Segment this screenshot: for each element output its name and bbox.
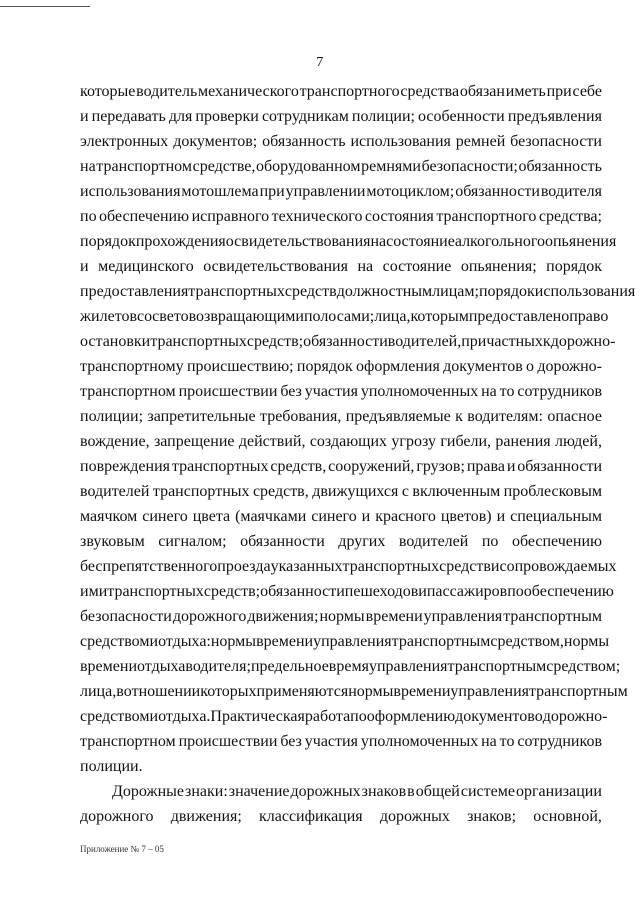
- word: дорожно-: [542, 708, 608, 725]
- word: значение: [228, 783, 290, 800]
- word: ими: [80, 583, 108, 600]
- word: по: [80, 208, 97, 225]
- word: на: [80, 158, 96, 175]
- word: то: [499, 733, 515, 750]
- word: со: [137, 308, 153, 325]
- word: полиции.: [80, 758, 143, 775]
- word: средств,: [270, 458, 327, 475]
- word: предоставлено: [468, 308, 570, 325]
- word: механического: [198, 83, 299, 100]
- word: происшествию;: [186, 358, 294, 375]
- word: опьянения: [544, 233, 617, 250]
- word: безопасности;: [421, 158, 518, 175]
- word: пешеходов: [344, 583, 419, 600]
- word: то: [499, 383, 515, 400]
- word: вождение,: [80, 433, 150, 450]
- word: маячком: [80, 508, 138, 525]
- word: документов: [443, 358, 523, 375]
- word: специальным: [510, 508, 602, 525]
- word: водителям:: [467, 408, 543, 425]
- word: должностным: [336, 283, 433, 300]
- word: ремнями: [361, 158, 421, 175]
- word: использования: [534, 283, 636, 300]
- word: прохождения: [135, 233, 226, 250]
- word: и: [80, 258, 89, 275]
- word: транспортным: [528, 683, 628, 700]
- text-line: [80, 179, 602, 204]
- word: порядок: [478, 283, 535, 300]
- word: оформлению: [366, 708, 456, 725]
- text-line: [80, 279, 636, 304]
- word: водителя;: [185, 658, 251, 675]
- word: системе: [460, 783, 515, 800]
- word: обязанность: [518, 158, 602, 175]
- word: времени: [80, 658, 138, 675]
- word: порядок: [546, 258, 602, 275]
- word: предельное: [250, 658, 329, 675]
- word: повреждения: [80, 458, 170, 475]
- word: дорожных: [290, 783, 361, 800]
- word: обязанности: [303, 333, 388, 350]
- word: грузов;: [416, 458, 465, 475]
- word: знаков: [361, 783, 407, 800]
- word: средства: [400, 83, 460, 100]
- word: без: [280, 733, 302, 750]
- word: остановки: [80, 333, 151, 350]
- word: пассажиров: [426, 583, 508, 600]
- word: организации: [515, 783, 602, 800]
- word: передавать: [91, 108, 166, 125]
- text-line: [80, 129, 602, 154]
- text-line: [80, 454, 602, 479]
- word: для: [168, 108, 193, 125]
- word: дорожно-: [550, 333, 616, 350]
- word: дорожно-: [537, 358, 602, 375]
- word: движения;: [247, 608, 319, 625]
- word: средством,: [490, 633, 564, 650]
- word: по: [507, 583, 524, 600]
- word: о: [526, 358, 535, 375]
- top-rule: [0, 6, 90, 7]
- word: право: [569, 308, 609, 325]
- text-line: [80, 204, 602, 229]
- word: водитель: [136, 83, 198, 100]
- word: состояние: [382, 258, 452, 275]
- word: транспортным: [503, 608, 602, 625]
- word: алкогольного: [454, 233, 545, 250]
- word: общей: [415, 783, 460, 800]
- word: средством;: [546, 658, 621, 675]
- word: порядок: [296, 358, 353, 375]
- word: с: [401, 483, 409, 500]
- word: обеспечению: [511, 533, 602, 550]
- word: порядок: [80, 233, 136, 250]
- word: обеспечению: [99, 208, 190, 225]
- word: цветов): [440, 508, 492, 525]
- word: сотрудников: [517, 383, 602, 400]
- word: транспортных: [188, 283, 285, 300]
- word: использования: [350, 133, 451, 150]
- word: времени: [393, 683, 451, 700]
- text-line: [80, 104, 602, 129]
- word: транспортным: [391, 633, 491, 650]
- word: сигналом;: [158, 533, 227, 550]
- word: синего: [142, 508, 188, 525]
- word: и: [361, 508, 371, 525]
- word: водителей: [398, 533, 469, 550]
- word: транспортном: [80, 383, 176, 400]
- word: указанных: [270, 558, 343, 575]
- word: ранения: [495, 433, 551, 450]
- word: использования: [80, 183, 181, 200]
- word: транспортного: [436, 208, 537, 225]
- word: при: [546, 83, 572, 100]
- word: к: [455, 408, 463, 425]
- word: уполномоченных: [360, 733, 479, 750]
- word: которым: [410, 308, 469, 325]
- text-line: [80, 604, 602, 629]
- word: транспортному: [80, 358, 184, 375]
- word: транспортного: [299, 83, 400, 100]
- word: предъявляемые: [345, 408, 451, 425]
- word: оформления: [356, 358, 440, 375]
- word: проезда: [217, 558, 271, 575]
- word: проверки: [195, 108, 259, 125]
- text-line: [80, 504, 602, 529]
- word: движущихся: [312, 483, 399, 500]
- word: обязанности: [240, 533, 325, 550]
- word: при: [259, 183, 285, 200]
- word: управления: [368, 658, 448, 675]
- word: документов;: [173, 133, 258, 150]
- word: отдыха: [137, 658, 186, 675]
- word: средств;: [246, 333, 304, 350]
- word: транспортном: [96, 158, 192, 175]
- word: предоставления: [80, 283, 189, 300]
- word: красного: [375, 508, 436, 525]
- text-line: [80, 329, 616, 354]
- text-line: [80, 804, 602, 829]
- word: участия: [304, 733, 358, 750]
- word: действий,: [238, 433, 306, 450]
- word: себе: [572, 83, 602, 100]
- text-line: [80, 229, 617, 254]
- word: и: [418, 583, 427, 600]
- word: применяются: [256, 683, 349, 700]
- word: транспортным: [447, 658, 547, 675]
- word: которые: [80, 83, 136, 100]
- word: полиции;: [80, 408, 144, 425]
- text-line: [80, 354, 602, 379]
- word: на: [357, 258, 374, 275]
- word: в: [407, 783, 415, 800]
- word: отдыха:: [158, 633, 211, 650]
- word: документов: [455, 708, 535, 725]
- word: отдыха.: [158, 708, 211, 725]
- word: опьянения;: [460, 258, 537, 275]
- word: синего: [311, 508, 357, 525]
- word: включенным: [412, 483, 501, 500]
- word: работа: [304, 708, 351, 725]
- word: оборудованном: [256, 158, 361, 175]
- word: и: [149, 708, 159, 725]
- word: запрещение: [153, 433, 235, 450]
- word: состояние: [386, 233, 455, 250]
- text-line: [80, 404, 602, 429]
- word: уполномоченных: [360, 383, 479, 400]
- word: мотоциклом;: [366, 183, 455, 200]
- word: дорожного: [80, 808, 154, 825]
- word: запретительные: [147, 408, 256, 425]
- word: происшествии: [178, 733, 278, 750]
- word: и: [490, 558, 500, 575]
- text-line: [80, 579, 614, 604]
- word: средством: [80, 633, 150, 650]
- text-line: [80, 79, 602, 104]
- text-line: [80, 529, 602, 554]
- word: транспортных: [171, 458, 269, 475]
- word: средств: [439, 558, 491, 575]
- word: дорожных: [379, 808, 450, 825]
- word: транспортном: [80, 733, 176, 750]
- text-line: [80, 429, 602, 454]
- word: дорожного: [172, 608, 247, 625]
- word: и: [80, 108, 89, 125]
- word: иметь: [505, 83, 546, 100]
- word: на: [481, 733, 497, 750]
- word: требования,: [260, 408, 342, 425]
- word: проблесковым: [503, 483, 602, 500]
- word: о: [534, 708, 543, 725]
- text-line: [80, 154, 602, 179]
- word: особенности: [418, 108, 505, 125]
- word: сопровождаемых: [499, 558, 617, 575]
- text-line: [80, 554, 617, 579]
- word: средств;: [203, 583, 261, 600]
- word: освидетельствования: [203, 258, 348, 275]
- word: время: [328, 658, 369, 675]
- word: знаков;: [467, 808, 517, 825]
- word: и: [149, 633, 159, 650]
- word: опасное: [547, 408, 602, 425]
- word: безопасности: [510, 133, 602, 150]
- word: транспортных: [342, 558, 440, 575]
- word: сотрудников: [517, 733, 602, 750]
- word: полосами;: [303, 308, 375, 325]
- word: в: [116, 683, 124, 700]
- footer-note: Приложение № 7 – 05: [80, 844, 164, 854]
- word: средств: [284, 283, 337, 300]
- word: основной,: [533, 808, 602, 825]
- word: водителя: [540, 183, 602, 200]
- word: лица,: [374, 308, 411, 325]
- word: управления: [423, 608, 503, 625]
- word: беспрепятственного: [80, 558, 218, 575]
- word: людей,: [555, 433, 602, 450]
- text-line: [80, 729, 602, 754]
- word: транспортных: [152, 483, 250, 500]
- word: классификация: [258, 808, 363, 825]
- word: времени: [256, 633, 314, 650]
- word: по: [481, 533, 499, 550]
- word: движения;: [170, 808, 242, 825]
- word: мотошлема: [181, 183, 259, 200]
- word: на: [370, 233, 387, 250]
- word: причастных: [461, 333, 543, 350]
- word: обеспечению: [523, 583, 614, 600]
- word: лицам;: [432, 283, 479, 300]
- word: состояния: [364, 208, 434, 225]
- word: других: [338, 533, 386, 550]
- word: нормы: [348, 683, 394, 700]
- word: технического: [271, 208, 363, 225]
- text-line: [80, 479, 602, 504]
- text-line: [80, 629, 610, 654]
- word: обязанности: [517, 458, 602, 475]
- word: на: [481, 383, 497, 400]
- word: участия: [304, 383, 358, 400]
- word: создающих: [309, 433, 388, 450]
- word: Дорожные: [112, 783, 184, 800]
- word: звуковым: [80, 533, 145, 550]
- text-line: [80, 254, 602, 279]
- word: транспортных: [150, 333, 247, 350]
- word: нормы: [319, 608, 365, 625]
- word: нормы: [210, 633, 257, 650]
- word: (маячками: [235, 508, 307, 525]
- word: водителей: [80, 483, 150, 500]
- word: отношении: [123, 683, 201, 700]
- word: к: [542, 333, 551, 350]
- word: и: [496, 508, 506, 525]
- word: жилетов: [80, 308, 138, 325]
- word: Практическая: [210, 708, 305, 725]
- text-line: [80, 679, 628, 704]
- text-line: [80, 379, 602, 404]
- word: времени: [365, 608, 423, 625]
- word: электронных: [80, 133, 169, 150]
- text-line: [80, 304, 609, 329]
- word: управлении: [285, 183, 366, 200]
- word: медицинского: [98, 258, 194, 275]
- word: которых: [200, 683, 257, 700]
- word: средства;: [538, 208, 602, 225]
- text-line: [80, 754, 602, 779]
- word: водителей,: [387, 333, 462, 350]
- word: угрозу: [391, 433, 436, 450]
- word: транспортных: [107, 583, 204, 600]
- word: происшествии: [178, 383, 278, 400]
- word: нормы: [563, 633, 610, 650]
- word: ремней: [455, 133, 506, 150]
- word: предъявления: [507, 108, 602, 125]
- word: лица,: [80, 683, 117, 700]
- word: права: [466, 458, 505, 475]
- word: по: [350, 708, 367, 725]
- word: полиции;: [351, 108, 415, 125]
- word: обязанность: [262, 133, 346, 150]
- word: обязанности: [260, 583, 345, 600]
- word: управления: [450, 683, 529, 700]
- word: средств,: [252, 483, 309, 500]
- word: средстве,: [192, 158, 256, 175]
- word: средством: [80, 708, 150, 725]
- word: без: [280, 383, 302, 400]
- word: безопасности: [80, 608, 172, 625]
- word: исправного: [191, 208, 270, 225]
- word: знаки:: [185, 783, 228, 800]
- word: сооружений,: [328, 458, 415, 475]
- word: освидетельствования: [225, 233, 371, 250]
- text-line: [80, 779, 602, 804]
- word: обязан: [459, 83, 505, 100]
- word: управления: [313, 633, 392, 650]
- word: и: [506, 458, 516, 475]
- word: цвета: [192, 508, 231, 525]
- text-line: [80, 654, 621, 679]
- page-number: 7: [316, 55, 324, 70]
- body-text: [80, 79, 636, 829]
- word: обязанности: [455, 183, 540, 200]
- word: гибели,: [440, 433, 492, 450]
- word: сотрудникам: [261, 108, 349, 125]
- text-line: [80, 704, 608, 729]
- word: световозвращающими: [152, 308, 304, 325]
